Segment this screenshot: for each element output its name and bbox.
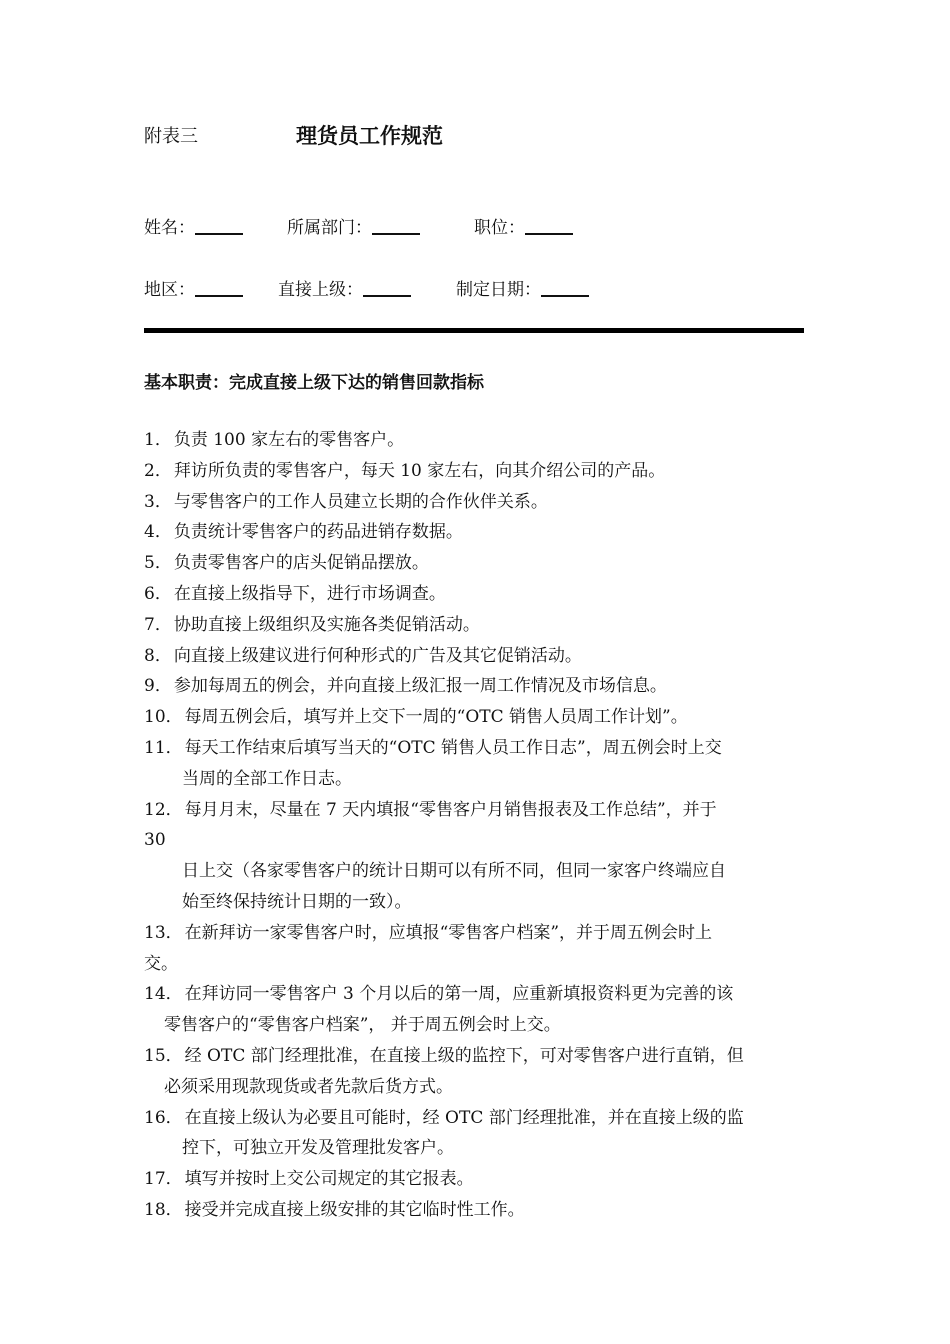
supervisor-blank xyxy=(363,279,411,297)
duty-item: 9． 参加每周五的例会，并向直接上级汇报一周工作情况及市场信息。 xyxy=(144,676,667,697)
date-field xyxy=(456,275,589,300)
name-blank xyxy=(195,217,243,235)
duty-item: 12． 每月月末，尽量在 7 天内填报“零售客户月销售报表及工作总结”，并于 xyxy=(144,799,717,820)
duty-item-continuation: 当周的全部工作日志。 xyxy=(182,768,352,789)
duty-item: 10． 每周五例会后，填写并上交下一周的“OTC 销售人员周工作计划”。 xyxy=(144,707,688,728)
document-header xyxy=(144,120,804,150)
duty-item: 13． 在新拜访一家零售客户时，应填报“零售客户档案”，并于周五例会时上 xyxy=(144,922,713,943)
duty-item: 3． 与零售客户的工作人员建立长期的合作伙伴关系。 xyxy=(144,491,548,512)
position-field xyxy=(474,213,573,238)
duty-item-wrap: 交。 xyxy=(144,953,178,974)
duty-item: 18． 接受并完成直接上级安排的其它临时性工作。 xyxy=(144,1199,525,1220)
duty-item: 15． 经 OTC 部门经理批准，在直接上级的监控下，可对零售客户进行直销，但 xyxy=(144,1045,744,1066)
section-heading: 基本职责：完成直接上级下达的销售回款指标 xyxy=(144,373,484,393)
duty-item: 1． 负责 100 家左右的零售客户。 xyxy=(144,430,405,450)
date-blank xyxy=(541,279,589,297)
duty-item-wrap: 30 xyxy=(144,830,166,851)
duty-item: 6． 在直接上级指导下，进行市场调查。 xyxy=(144,583,446,604)
region-blank xyxy=(195,279,243,297)
duty-item: 2． 拜访所负责的零售客户，每天 10 家左右，向其介绍公司的产品。 xyxy=(144,460,666,481)
supervisor-label: 直接上级： xyxy=(278,280,363,300)
duty-item: 14． 在拜访同一零售客户 3 个月以后的第一周，应重新填报资料更为完善的该 xyxy=(144,984,734,1005)
supervisor-field xyxy=(278,275,411,300)
duty-item-continuation: 零售客户的“零售客户档案”， 并于周五例会时上交。 xyxy=(164,1015,561,1036)
duty-item-continuation: 必须采用现款现货或者先款后货方式。 xyxy=(164,1076,453,1097)
duties-list xyxy=(144,425,806,1226)
department-field xyxy=(287,213,420,238)
position-label: 职位： xyxy=(474,218,525,238)
duty-item-continuation: 日上交（各家零售客户的统计日期可以有所不同，但同一家客户终端应自 xyxy=(182,861,726,882)
region-label: 地区： xyxy=(144,280,195,300)
document-title: 理货员工作规范 xyxy=(296,123,443,148)
date-label: 制定日期： xyxy=(456,280,541,300)
info-row-1 xyxy=(144,213,804,239)
duty-item: 8． 向直接上级建议进行何种形式的广告及其它促销活动。 xyxy=(144,645,582,666)
region-field xyxy=(144,275,243,300)
duty-item-continuation: 控下，可独立开发及管理批发客户。 xyxy=(182,1138,454,1159)
duty-item: 5． 负责零售客户的店头促销品摆放。 xyxy=(144,553,429,574)
duty-item: 16． 在直接上级认为必要且可能时，经 OTC 部门经理批准，并在直接上级的监 xyxy=(144,1107,744,1128)
info-row-2 xyxy=(144,275,804,301)
department-label: 所属部门： xyxy=(287,218,372,238)
duty-item: 7． 协助直接上级组织及实施各类促销活动。 xyxy=(144,614,480,635)
duty-item: 17． 填写并按时上交公司规定的其它报表。 xyxy=(144,1169,474,1190)
name-field xyxy=(144,213,243,238)
position-blank xyxy=(525,217,573,235)
duty-item-continuation: 始至终保持统计日期的一致）。 xyxy=(182,891,412,912)
department-blank xyxy=(372,217,420,235)
duty-item: 11． 每天工作结束后填写当天的“OTC 销售人员工作日志”，周五例会时上交 xyxy=(144,737,722,758)
duty-item: 4． 负责统计零售客户的药品进销存数据。 xyxy=(144,522,463,543)
appendix-label: 附表三 xyxy=(144,126,198,147)
thick-divider xyxy=(144,328,804,333)
name-label: 姓名： xyxy=(144,218,195,238)
